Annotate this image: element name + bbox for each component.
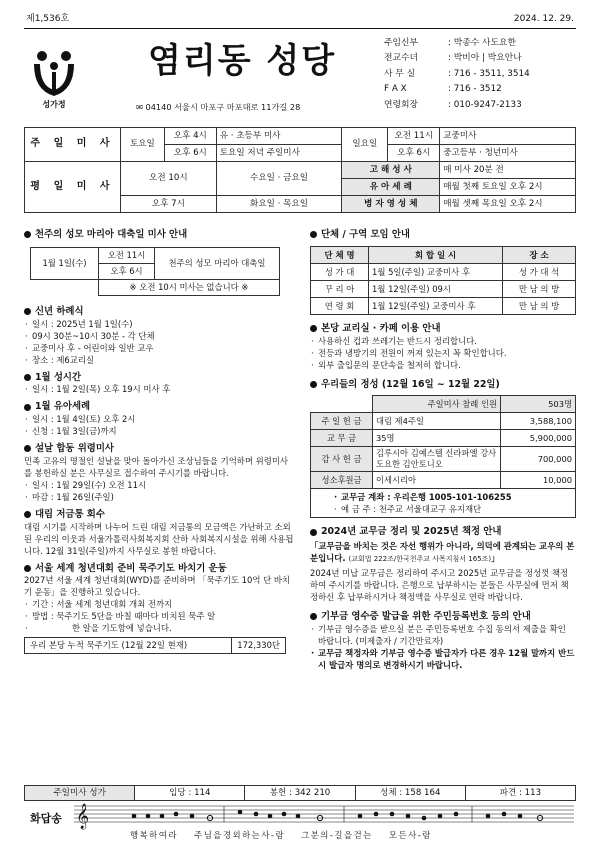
table-row: 감 사 헌 금 김루시아 김예스텔 신라파엘 강사도요한 김안토니오 700,000 [311, 447, 576, 472]
section-title: 우리들의 정성 (12월 16일 ~ 12월 22일) [310, 379, 576, 391]
parish-address: ✉ 04140 서울시 마포구 마포대로 11가길 28 [136, 102, 301, 112]
section-title: 설날 합동 위령미사 [24, 443, 296, 455]
section-title: 대림 저금통 회수 [24, 509, 296, 521]
bullet-icon [24, 565, 31, 572]
bullet-icon [24, 308, 31, 315]
music-staff-icon [74, 800, 574, 830]
psalm-lyrics: 행복하여라 주님을경외하는사-람 그분의-길을걷는 모든사-람 [130, 830, 432, 840]
mail-icon: ✉ [136, 102, 143, 112]
bullet-icon [24, 374, 31, 381]
hymn-bar: 주일미사 성가 입당 : 114 봉헌 : 342 210 성체 : 158 164 파견 : 113 [24, 785, 576, 801]
bullet-icon [24, 511, 31, 518]
table-row: 연 령 회 1월 12일(주일) 교중미사 후 만 남 의 방 [311, 297, 576, 314]
svg-text:𝄞: 𝄞 [76, 804, 90, 829]
section-title: 신년 하례식 [24, 306, 296, 318]
bullet-icon [310, 231, 317, 238]
solemnity-mass-table: 1월 1일(수) 오전 11시 천주의 성모 마리아 대축일 오후 6시 ※ 오전 10시 미사는 없습니다 ※ [30, 247, 280, 296]
section-title: 서울 세계 청년대회 준비 묵주기도 바치기 운동 [24, 563, 296, 575]
mass-schedule: 주 일 미 사 토요일 오후 4시 유 · 초등부 미사 일요일 오전 11시 교중미사 오후 6시 토요일 저녁 주일미사 오후 6시 중고등부 · 청년미사 평 일 미 사 오전 10시 수요일 · 금요일 고 해 성 사 매 미사 20분 전 유 아 세 례 매월 첫째 토요일 오후 2시 오후 7시 화요일 · 목요일 병 자 영 성 체 매월 셋째 목요일 오후 2시 [24, 127, 576, 213]
section-title: 1월 유아세례 [24, 401, 296, 413]
bullet-icon [24, 445, 31, 452]
bullet-icon [310, 325, 317, 332]
account-box: · 교무금 계좌 : 우리은행 1005-101-106255 · 예 금 주 : 천주교 서울대교구 유지재단 [310, 489, 576, 518]
bullet-icon [310, 381, 317, 388]
contact-list: 주임신부 : 박종수 사도요한 전교수녀 : 박비아 | 박요안나 사 무 실 : 716 - 3511, 3514 F A X : 716 - 3512 연령회장 : 010-9247-2133 [384, 38, 530, 110]
table-row: 성 가 대 1월 5일(주일) 교중미사 후 성 가 대 석 [311, 263, 576, 280]
table-row: 교 무 금 35명 5,900,000 [311, 430, 576, 447]
weekday-mass-label: 평 일 미 사 [25, 162, 121, 213]
group-meeting-table: 단 체 명 회 합 일 시 장 소 성 가 대 1월 5일(주일) 교중미사 후 성 가 대 석 꾸 리 아 1월 12일(주일) 09시 만 남 의 방 연 령 회 1월 12일(주일) 교중미사 후 만 남 의 방 [310, 246, 576, 315]
bullet-icon [310, 613, 317, 620]
logo-text: 성가정 [42, 100, 66, 109]
bullet-icon [310, 529, 317, 536]
table-row: 꾸 리 아 1월 12일(주일) 09시 만 남 의 방 [311, 280, 576, 297]
section-title: 단체 / 구역 모임 안내 [310, 229, 576, 241]
right-column: 단체 / 구역 모임 안내 단 체 명 회 합 일 시 장 소 성 가 대 1월 5일(주일) 교중미사 후 성 가 대 석 꾸 리 아 1월 12일(주일) 09시 만 남 의 방 연 령 회 1월 12일(주일) 교중미사 후 만 남 의 방 본당 교리실 · 카페 이용 안내 · 사용하신 컵과 쓰레기는 반드시 정리합니다. · 전등과 냉방기의 전원이 꺼져 있는지 꼭 확인합니다. · 외부 출입문의 문단속을 철저히 합니다. 우리들의 정성 (12월 16일 ~ 12월 22일) 주일미사 참례 인원 503명 주 일 헌 금 대림 제4주일 3,588,100 교 무 금 35명 5,900,000 감 사 헌 금 김루시아 김예스텔 신라파엘 강사도요한 김안토니오 700,000 성소후원금 이세시리아 10,000 · 교무금 계좌 : 우리은행 1005-101-106255 · 예 금 주 : 천주교 서울대교구 유지재단 2024년 교무금 정리 및 2025년 책정 안내 「교무금을 바치는 것은 자선 행위가 아니라, 의덕에 관계되는 교우의 본분입니다. (교회법 222조/한국천주교 사목지침서 165조)」 2024년 미납 교무금은 정리하여 주시고 2025년 교무금을 정성껏 책정하여 주시기를 바랍니다. 은행으로 납부하시는 분들은 사무실에 먼저 책정하신 후 납부하시거나 책정액을 사무실로 연락 바랍니다. 기부금 영수증 발급을 위한 주민등록번호 등의 안내 · 기부금 영수증을 받으실 분은 주민등록번호 수집 동의서 제출을 확인 바랍니다. (미제출자 / 기간만료자) · 교무금 책정자와 기부금 영수증 발급자가 다른 경우 12월 말까지 반드시 발급자 명의로 변경하시기 바랍니다. [310, 229, 576, 671]
issue-date: 2024. 12. 29. [513, 14, 574, 24]
header-divider [24, 28, 576, 29]
left-column: 천주의 성모 마리아 대축일 미사 안내 1월 1일(수) 오전 11시 천주의 성모 마리아 대축일 오후 6시 ※ 오전 10시 미사는 없습니다 ※ 신년 하례식 · 일시 : 2025년 1월 1일(수) · 09시 30분~10시 30분 - 각 단체 · 교중미사 후 - 어린이와 일반 교우 · 장소 : 제6교리실 1월 성시간 · 일시 : 1월 2일(목) 오후 19시 미사 후 1월 유아세례 · 일시 : 1월 4일(토) 오후 2시 · 신청 : 1월 3일(금)까지 설날 합동 위령미사 민족 고유의 명절인 설날을 맞아 돌아가신 조상님들을 기억하며 위령미사를 봉헌하실 분은 사무실로 접수하여 주시기를 바랍니다. · 일시 : 1월 29일(수) 오전 11시 · 마감 : 1월 26일(주일) 대림 저금통 회수 대림 시기를 시작하며 나누어 드린 대림 저금통의 모금액은 가난하고 소외된 우리의 이웃과 서울가톨릭사회복지회 산하 사회복지시설을 위해 사용됩니다. 12월 31일(주일)까지 사무실로 봉헌 바랍니다. 서울 세계 청년대회 준비 묵주기도 바치기 운동 2027년 서울 세계 청년대회(WYD)를 준비하며 「묵주기도 10억 단 바치기 운동」을 진행하고 있습니다. · 기간 : 서울 세계 청년대회 개최 전까지 · 방법 : 묵주기도 5단을 바칠 때마다 비치된 묵주 알 · 한 알을 기도함에 넣습니다. 우리 본당 누적 묵주기도 (12월 22일 현재) 172,330단 [24, 229, 296, 654]
rosary-count-box: 우리 본당 누적 묵주기도 (12월 22일 현재) 172,330단 [24, 637, 286, 654]
dues-quote: 「교무금을 바치는 것은 자선 행위가 아니라, 의덕에 관계되는 교우의 본분입니다. (교회법 222조/한국천주교 사목지침서 165조)」 [310, 541, 575, 563]
section-title: 본당 교리실 · 카페 이용 안내 [310, 323, 576, 335]
new-year-details: · 일시 : 2025년 1월 1일(수) · 09시 30분~10시 30분 - 각 단체 · 교중미사 후 - 어린이와 일반 교우 · 장소 : 제6교리실 [24, 318, 296, 366]
issue-number: 제1,536호 [26, 14, 70, 24]
table-row: 성소후원금 이세시리아 10,000 [311, 472, 576, 489]
section-title: 기부금 영수증 발급을 위한 주민등록번호 등의 안내 [310, 611, 576, 623]
section-title: 천주의 성모 마리아 대축일 미사 안내 [24, 229, 296, 241]
offering-table: 주일미사 참례 인원 503명 주 일 헌 금 대림 제4주일 3,588,100 교 무 금 35명 5,900,000 감 사 헌 금 김루시아 김예스텔 신라파엘 강사도요한 김안토니오 700,000 성소후원금 이세시리아 10,000 [310, 395, 576, 489]
sunday-mass-label: 주 일 미 사 [25, 128, 121, 162]
section-title: 2024년 교무금 정리 및 2025년 책정 안내 [310, 526, 576, 538]
table-row: 주 일 헌 금 대림 제4주일 3,588,100 [311, 413, 576, 430]
holy-family-logo-icon [28, 44, 80, 108]
parish-title: 염리동 성당 [148, 41, 337, 81]
bullet-icon [24, 231, 31, 238]
section-title: 1월 성시간 [24, 372, 296, 384]
psalm-label: 화답송 [30, 812, 62, 825]
bullet-icon [24, 404, 31, 411]
